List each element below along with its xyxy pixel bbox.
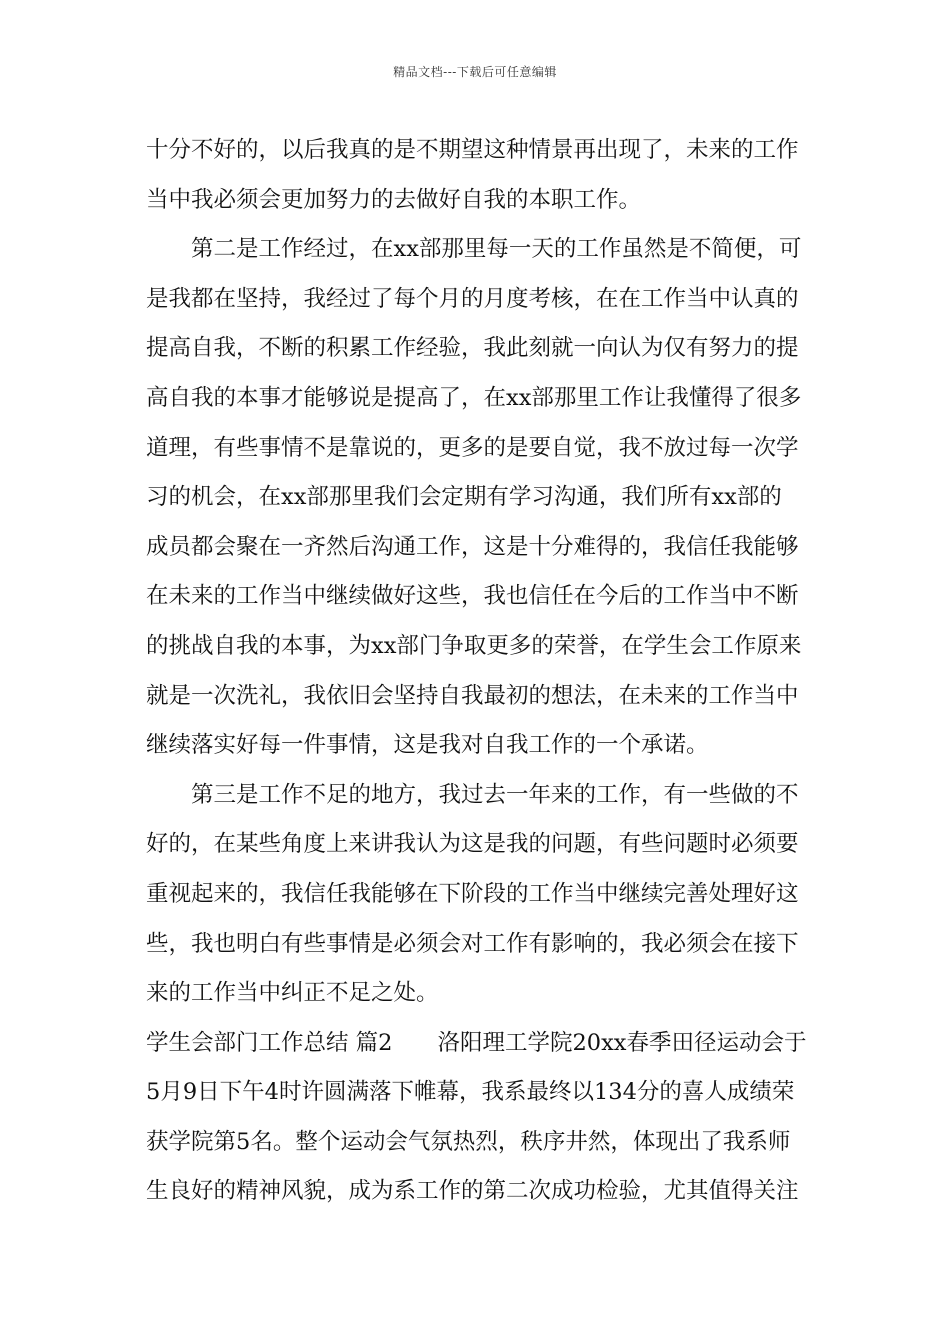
text-line: 好的，在某些角度上来讲我认为这是我的问题，有些问题时必须要 (146, 831, 799, 858)
text-line: 在未来的工作当中继续做好这些，我也信任在今后的工作当中不断 (146, 583, 799, 610)
text-line: 是我都在坚持，我经过了每个月的月度考核，在在工作当中认真的 (146, 285, 799, 312)
text-line: 道理，有些事情不是靠说的，更多的是要自觉，我不放过每一次学 (146, 434, 799, 461)
section-heading-line: 学生会部门工作总结 篇2 洛阳理工学院20xx春季田径运动会于 (146, 1029, 807, 1056)
text-line: 继续落实好每一件事情，这是我对自我工作的一个承诺。 (146, 732, 709, 759)
page-header: 精品文档---下载后可任意编辑 (393, 65, 557, 79)
text-line: 获学院第5名。整个运动会气氛热烈，秩序井然，体现出了我系师 (146, 1128, 791, 1155)
text-line: 当中我必须会更加努力的去做好自我的本职工作。 (146, 186, 642, 213)
text-line: 就是一次洗礼，我依旧会坚持自我最初的想法，在未来的工作当中 (146, 682, 799, 709)
text-line: 高自我的本事才能够说是提高了，在xx部那里工作让我懂得了很多 (146, 384, 802, 411)
text-line: 成员都会聚在一齐然后沟通工作，这是十分难得的，我信任我能够 (146, 533, 799, 560)
text-line: 的挑战自我的本事，为xx部门争取更多的荣誉，在学生会工作原来 (146, 632, 802, 659)
text-line: 生良好的精神风貌，成为系工作的第二次成功检验，尤其值得关注 (146, 1178, 799, 1205)
text-line: 重视起来的，我信任我能够在下阶段的工作当中继续完善处理好这 (146, 880, 799, 907)
document-body (146, 126, 806, 1217)
text-line: 提高自我，不断的积累工作经验，我此刻就一向认为仅有努力的提 (146, 335, 799, 362)
text-line: 些，我也明白有些事情是必须会对工作有影响的，我必须会在接下 (146, 930, 799, 957)
text-line: 来的工作当中纠正不足之处。 (146, 980, 439, 1007)
text-line: 第二是工作经过，在xx部那里每一天的工作虽然是不简便，可 (146, 236, 802, 263)
text-line: 5月9日下午4时许圆满落下帷幕，我系最终以134分的喜人成绩荣 (146, 1079, 795, 1106)
text-line: 十分不好的，以后我真的是不期望这种情景再出现了，未来的工作 (146, 137, 799, 163)
text-line: 第三是工作不足的地方，我过去一年来的工作，有一些做的不 (146, 781, 799, 808)
text-line: 习的机会，在xx部那里我们会定期有学习沟通，我们所有xx部的 (146, 484, 782, 511)
